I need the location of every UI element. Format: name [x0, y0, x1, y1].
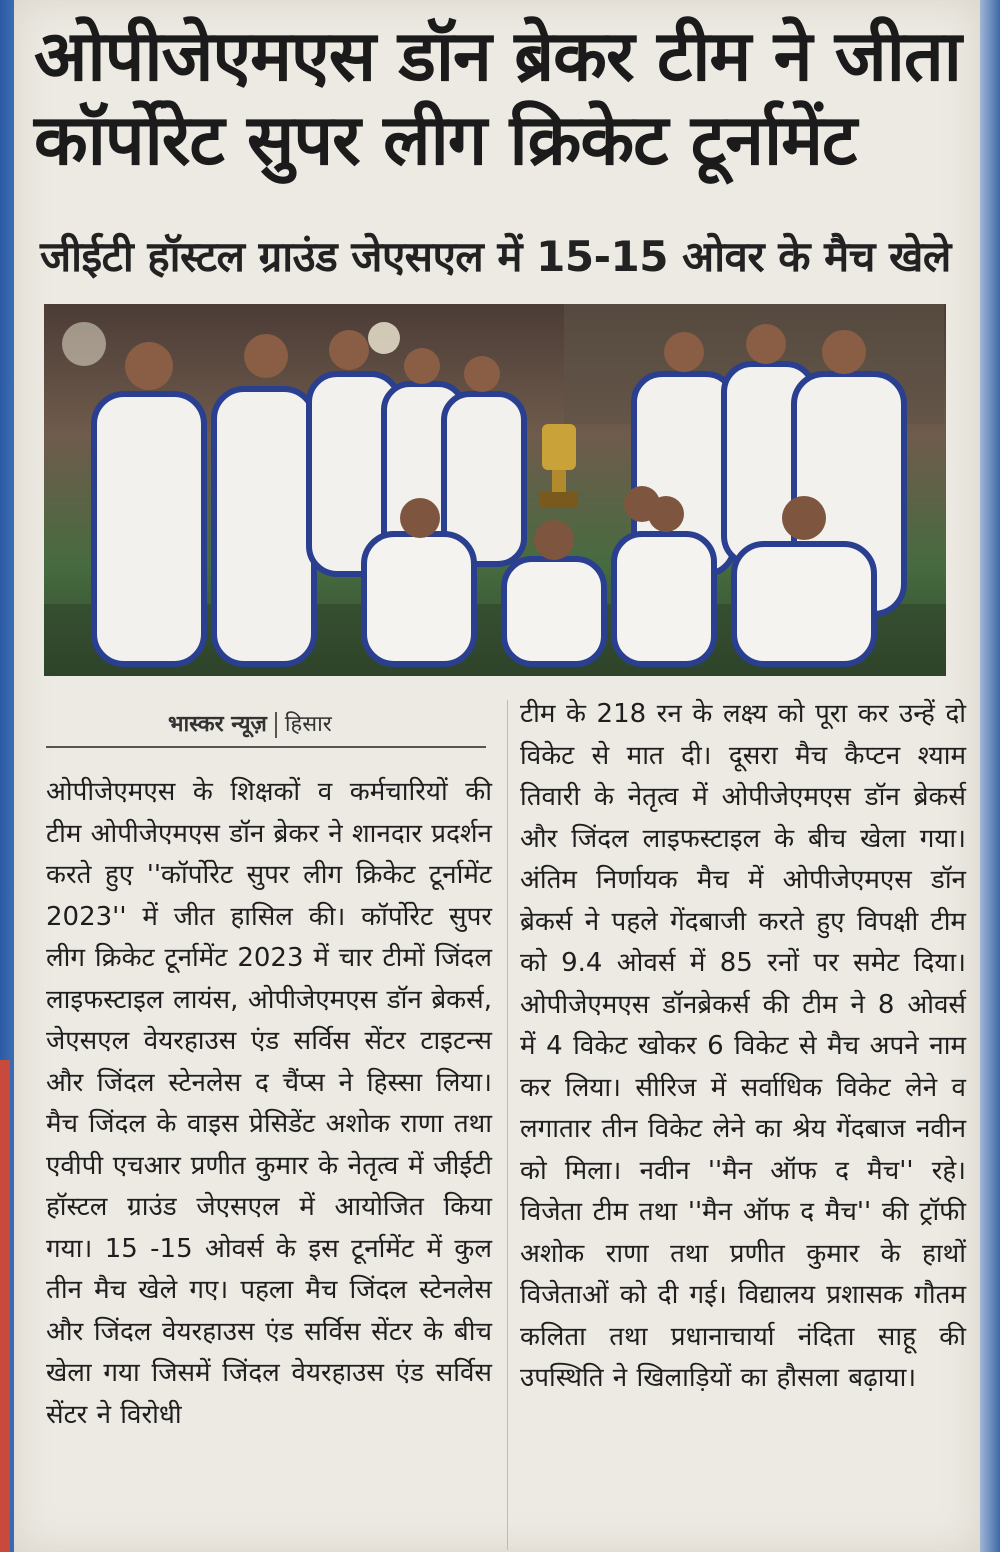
- photo-illustration: [44, 304, 946, 676]
- agency-name: भास्कर न्यूज़: [168, 712, 267, 737]
- dateline-separator: [275, 712, 277, 738]
- right-border-strip: [980, 0, 1000, 1552]
- column-divider: [507, 700, 508, 1550]
- left-border-red-strip: [0, 1060, 10, 1552]
- dateline-rule: [46, 746, 486, 748]
- headline: ओपीजेएमएस डॉन ब्रेकर टीम ने जीता कॉर्पोरेट सुपर लीग क्रिकेट टूर्नामेंट: [34, 15, 961, 181]
- article-column-1: ओपीजेएमएस के शिक्षकों व कर्मचारियों की टीम ओपीजेएमएस डॉन ब्रेकर ने शानदार प्रदर्शन करते हुए ''कॉर्पोरेट सुपर लीग क्रिकेट टूर्नामेंट 2023'' में जीत हासिल की। कॉर्पोरेट सुपर लीग क्रिकेट टूर्नामेंट 2023 में चार टीमों जिंदल लाइफस्टाइल लायंस, ओपीजेएमएस डॉन ब्रेकर्स, जेएसएल वेयरहाउस एंड सर्विस सेंटर टाइटन्स और जिंदल स्टेनलेस द चैंप्स ने हिस्सा लिया। मैच जिंदल के वाइस प्रेसिडेंट अशोक राणा तथा एवीपी एचआर प्रणीत कुमार के नेतृत्व में जीईटी हॉस्टल ग्राउंड जेएसएल में आयोजित किया गया। 15 -15 ओवर्स के इस टूर्नामेंट में कुल तीन मैच खेले गए। पहला मैच जिंदल स्टेनलेस और जिंदल वेयरहाउस एंड सर्विस सेंटर के बीच खेला गया जिसमें जिंदल वेयरहाउस एंड सर्विस सेंटर ने विरोधी: [46, 777, 492, 1430]
- dateline-city: हिसार: [284, 712, 332, 737]
- subheadline: जीईटी हॉस्टल ग्राउंड जेएसएल में 15-15 ओवर के मैच खेले: [40, 232, 951, 281]
- trophy-icon: [540, 424, 578, 508]
- dateline: [168, 708, 332, 738]
- article-column-2: टीम के 218 रन के लक्ष्य को पूरा कर उन्हें दो विकेट से मात दी। दूसरा मैच कैप्टन श्याम तिवारी के नेतृत्व में ओपीजेएमएस डॉन ब्रेकर्स और जिंदल लाइफस्टाइल के बीच खेला गया। अंतिम निर्णायक मैच में ओपीजेएमएस डॉन ब्रेकर्स ने पहले गेंदबाजी करते हुए विपक्षी टीम को 9.4 ओवर्स में 85 रनों पर समेट दिया। ओपीजेएमएस डॉनब्रेकर्स की टीम ने 8 ओवर्स में 4 विकेट खोकर 6 विकेट से मैच अपने नाम कर लिया। सीरिज में सर्वाधिक विकेट लेने व लगातार तीन विकेट लेने का श्रेय गेंदबाज नवीन को मिला। नवीन ''मैन ऑफ द मैच'' रहे। विजेता टीम तथा ''मैन ऑफ द मैच'' की ट्रॉफी अशोक राणा तथा प्रणीत कुमार के हाथों विजेताओं को दी गई। विद्यालय प्रशासक गौतम कलिता तथा प्रधानाचार्या नंदिता साहू की उपस्थिति ने खिलाड़ियों का हौसला बढ़ाया।: [520, 699, 967, 1393]
- team-trophy-photo: [44, 304, 946, 676]
